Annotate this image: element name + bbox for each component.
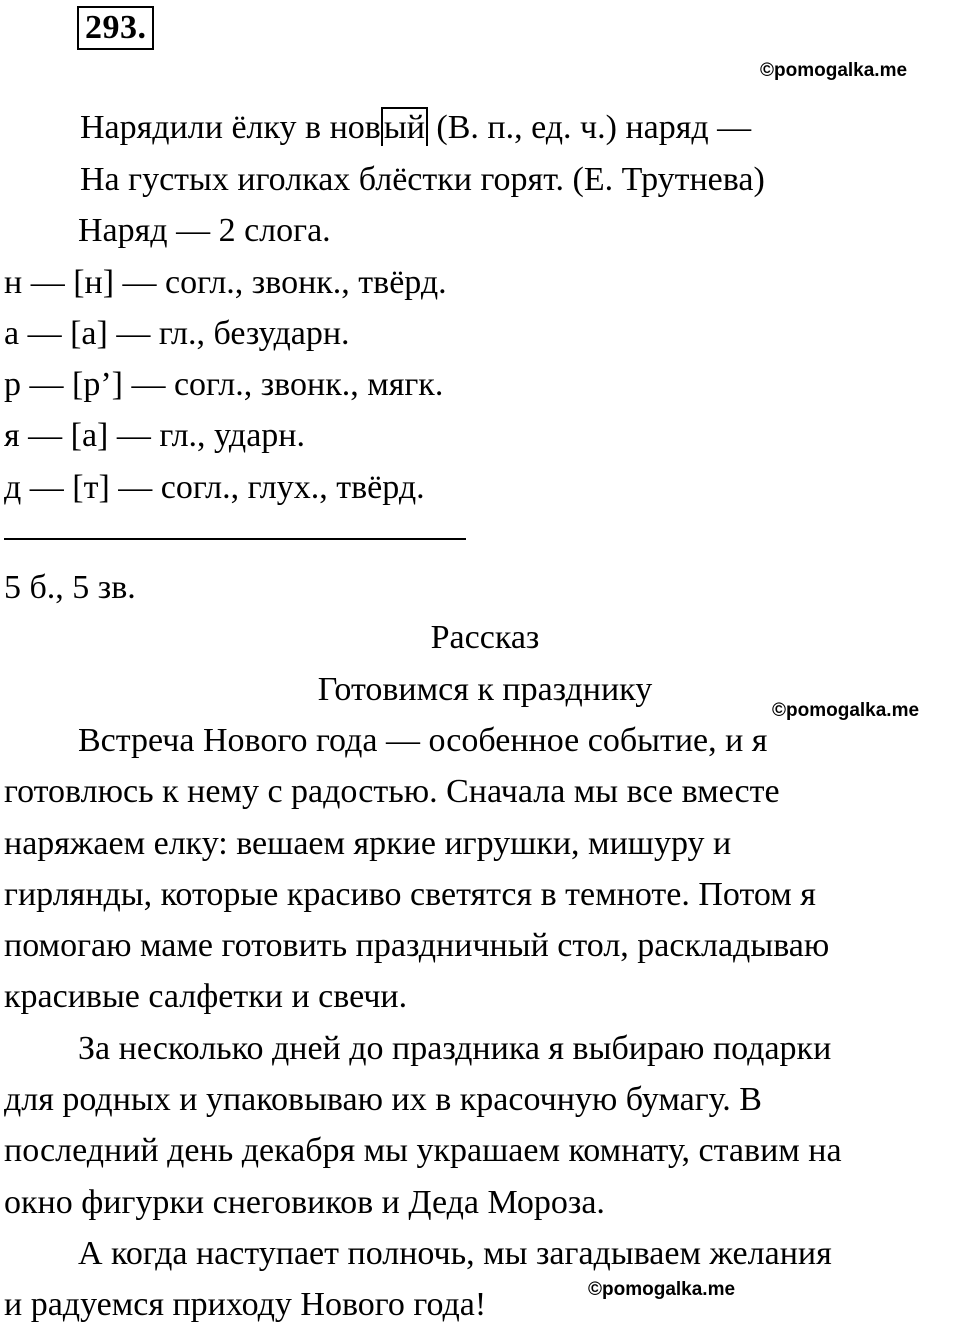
story-line: Встреча Нового года — особенное событие, и я [78,722,768,759]
watermark: ©pomogalka.me [772,700,920,721]
watermark: ©pomogalka.me [760,60,908,81]
story-line: последний день декабря мы украшаем комнату, ставим на [4,1132,842,1169]
sound-row: д — [т] — согл., глух., твёрд. [4,469,425,506]
poem-line-2: На густых иголках блёстки горят. (Е. Трутнева) [80,161,765,198]
sound-row: а — [а] — гл., безударн. [4,315,350,352]
story-line: окно фигурки снеговиков и Деда Мороза. [4,1184,605,1221]
letters-sounds-summary: 5 б., 5 зв. [4,569,136,606]
poem-line-1-start: Нарядили ёлку в нов [80,109,381,146]
boxed-ending: ый [381,107,428,146]
poem-line-1-end: (В. п., ед. ч.) наряд — [427,109,752,146]
sound-row: я — [а] — гл., ударн. [4,417,306,454]
divider-line [4,538,466,540]
syllable-count: Наряд — 2 слога. [78,212,331,249]
story-line: За несколько дней до праздника я выбираю подарки [78,1030,832,1067]
story-line: готовлюсь к нему с радостью. Сначала мы все вместе [4,773,780,810]
watermark: ©pomogalka.me [588,1279,736,1300]
story-genre: Рассказ [430,619,540,656]
story-title: Готовимся к празднику [317,671,653,708]
story-line: и радуемся приходу Нового года! [4,1286,487,1323]
story-line: для родных и упаковываю их в красочную бумагу. В [4,1081,762,1118]
sound-row: н — [н] — согл., звонк., твёрд. [4,264,447,301]
exercise-number: 293. [77,6,154,50]
sound-row: р — [р’] — согл., звонк., мягк. [4,366,444,403]
story-line: А когда наступает полночь, мы загадываем желания [78,1235,832,1272]
story-line: помогаю маме готовить праздничный стол, раскладываю [4,927,830,964]
story-line: гирлянды, которые красиво светятся в темноте. Потом я [4,876,816,913]
story-line: наряжаем елку: вешаем яркие игрушки, мишуру и [4,825,732,862]
story-line: красивые салфетки и свечи. [4,978,408,1015]
poem-line-1 [80,108,751,148]
